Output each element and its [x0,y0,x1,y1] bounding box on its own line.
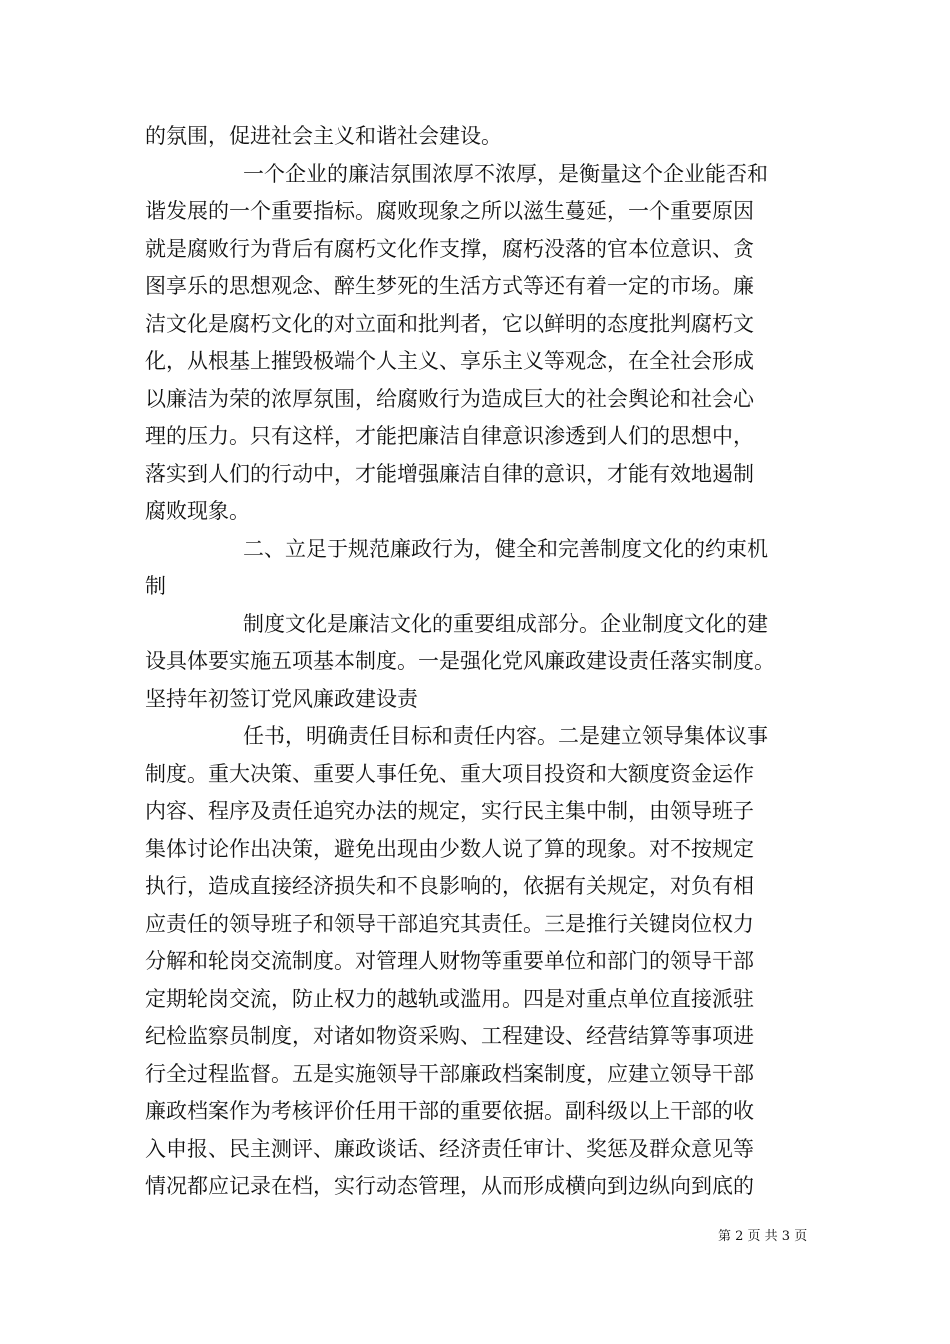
text-line: 洁文化是腐朽文化的对立面和批判者，它以鲜明的态度批判腐朽文 [145,312,754,336]
text-line: 集体讨论作出决策，避免出现由少数人说了算的现象。对不按规定 [145,837,754,861]
text-line: 腐败现象。 [145,499,250,523]
text-line: 就是腐败行为背后有腐朽文化作支撑，腐朽没落的官本位意识、贪 [145,237,754,261]
text-line: 一个企业的廉洁氛围浓厚不浓厚，是衡量这个企业能否和 [243,162,768,186]
text-line: 制度。重大决策、重要人事任免、重大项目投资和大额度资金运作 [145,762,754,786]
text-line: 行全过程监督。五是实施领导干部廉政档案制度，应建立领导干部 [145,1062,754,1086]
text-line: 执行，造成直接经济损失和不良影响的，依据有关规定，对负有相 [145,874,754,898]
text-line: 廉政档案作为考核评价任用干部的重要依据。副科级以上干部的收 [145,1099,754,1123]
text-line: 纪检监察员制度，对诸如物资采购、工程建设、经营结算等事项进 [145,1024,754,1048]
text-line: 任书，明确责任目标和责任内容。二是建立领导集体议事 [243,724,768,748]
text-line: 谐发展的一个重要指标。腐败现象之所以滋生蔓延，一个重要原因 [145,199,754,223]
text-line: 落实到人们的行动中，才能增强廉洁自律的意识，才能有效地遏制 [145,462,754,486]
section-heading: 制 [145,574,166,598]
page-number-footer: 第 2 页 共 3 页 [718,1229,808,1244]
text-line: 化，从根基上摧毁极端个人主义、享乐主义等观念，在全社会形成 [145,349,754,373]
text-line: 设具体要实施五项基本制度。一是强化党风廉政建设责任落实制度。 [145,649,775,673]
section-heading: 二、立足于规范廉政行为，健全和完善制度文化的约束机 [243,537,768,561]
text-line: 制度文化是廉洁文化的重要组成部分。企业制度文化的建 [243,612,768,636]
text-line: 情况都应记录在档，实行动态管理，从而形成横向到边纵向到底的 [145,1174,754,1198]
text-line: 定期轮岗交流，防止权力的越轨或滥用。四是对重点单位直接派驻 [145,987,754,1011]
text-line: 的氛围，促进社会主义和谐社会建设。 [145,124,502,148]
text-line: 图享乐的思想观念、醉生梦死的生活方式等还有着一定的市场。廉 [145,274,754,298]
text-line: 以廉洁为荣的浓厚氛围，给腐败行为造成巨大的社会舆论和社会心 [145,387,754,411]
text-line: 理的压力。只有这样，才能把廉洁自律意识渗透到人们的思想中， [145,424,754,448]
text-line: 入申报、民主测评、廉政谈话、经济责任审计、奖惩及群众意见等 [145,1137,754,1161]
text-line: 内容、程序及责任追究办法的规定，实行民主集中制，由领导班子 [145,799,754,823]
text-line: 分解和轮岗交流制度。对管理人财物等重要单位和部门的领导干部 [145,949,754,973]
text-line: 应责任的领导班子和领导干部追究其责任。三是推行关键岗位权力 [145,912,754,936]
text-line: 坚持年初签订党风廉政建设责 [145,687,418,711]
